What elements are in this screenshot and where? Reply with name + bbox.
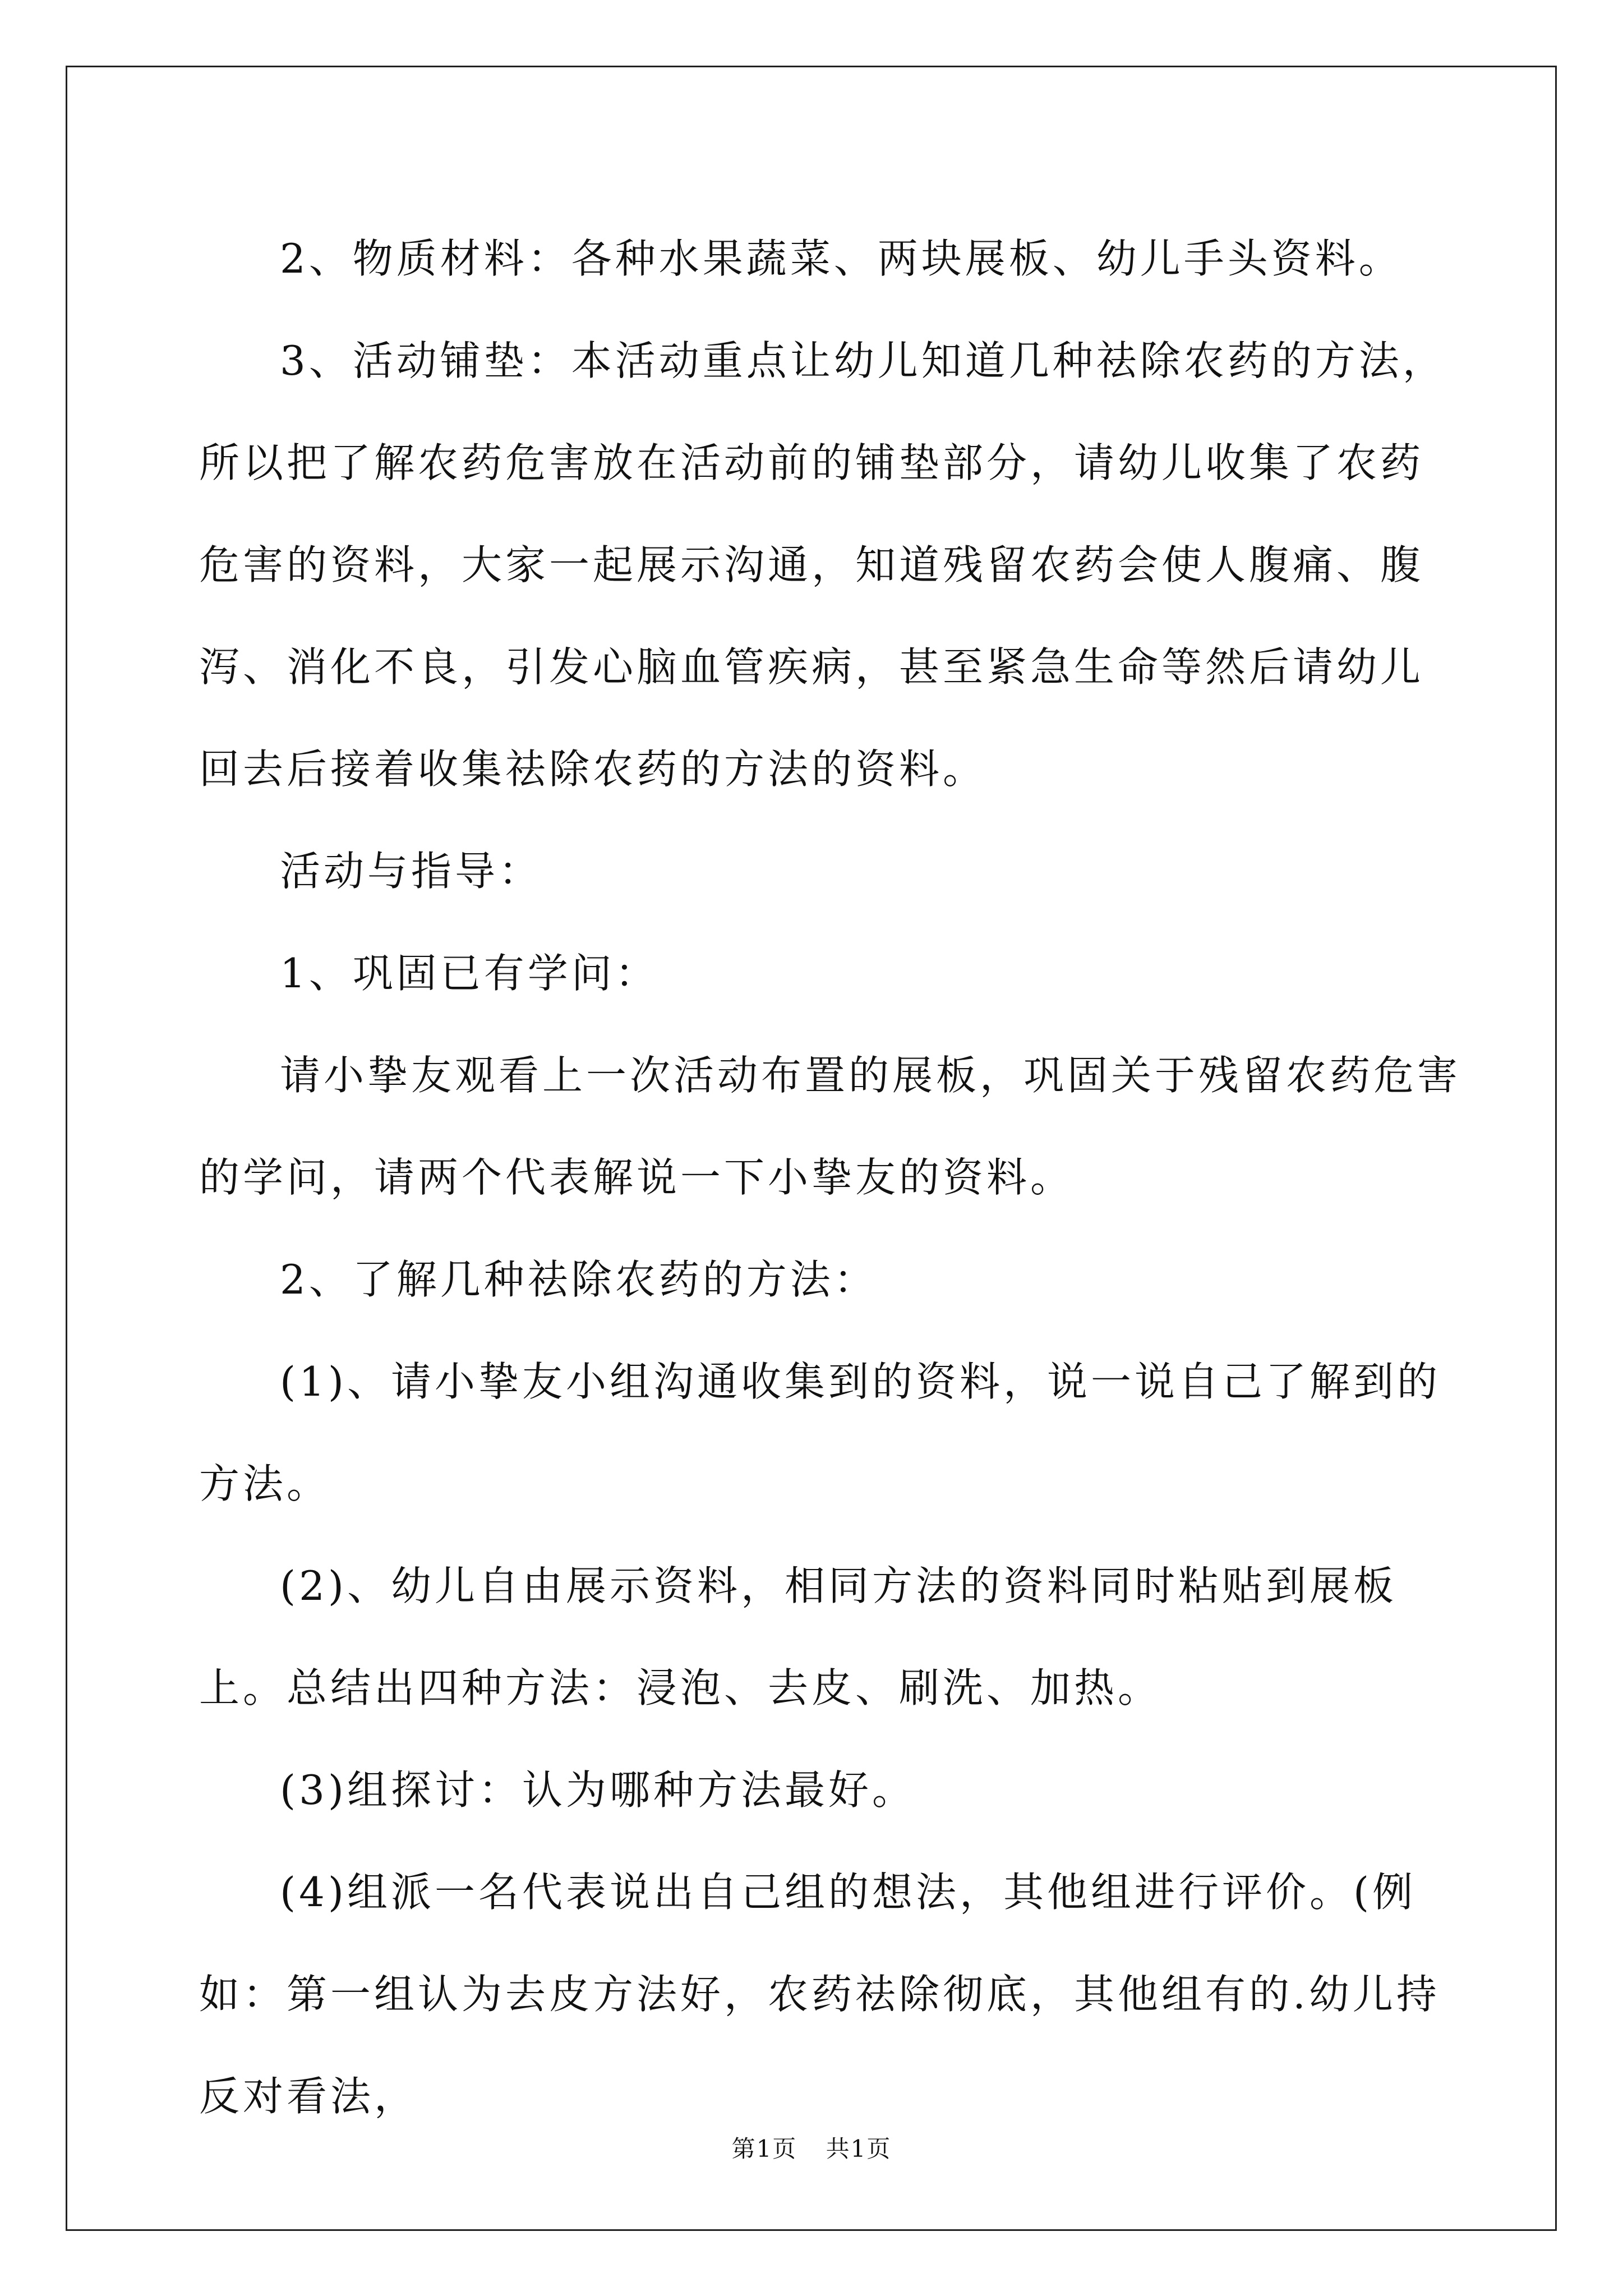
paragraph: 2、了解几种祛除农药的方法： [280,1256,878,1303]
paragraph: (1)、请小挚友小组沟通收集到的资料，说一说自己了解到的方法。 [199,1358,1441,1507]
paragraph: 2、物质材料：各种水果蔬菜、两块展板、幼儿手头资料。 [280,235,1403,282]
paragraph: (3)组探讨：认为哪种方法最好。 [280,1766,916,1814]
page-number: 第1页 [731,2135,797,2162]
page-footer [0,2131,1623,2164]
paragraph: 3、活动铺垫：本活动重点让幼儿知道几种祛除农药的方法，所以把了解农药危害放在活动前的铺垫部分，请幼儿收集了农药危害的资料，大家一起展示沟通，知道残留农药会使人腹痛、腹泻、消化不良，引发心脑血管疾病，甚至紧急生命等然后请幼儿回去后接着收集祛除农药的方法的资料。 [199,337,1446,793]
document-body [199,208,1461,2147]
paragraph: 请小挚友观看上一次活动布置的展板，巩固关于残留农药危害的学问，请两个代表解说一下小挚友的资料。 [199,1052,1461,1201]
paragraph: (2)、幼儿自由展示资料，相同方法的资料同时粘贴到展板上。总结出四种方法：浸泡、去皮、刷洗、加热。 [199,1562,1397,1711]
paragraph: 活动与指导： [280,848,543,895]
paragraph: 1、巩固已有学问： [280,950,659,997]
paragraph: (4)组派一名代表说出自己组的想法，其他组进行评价。(例如：第一组认为去皮方法好，农药祛除彻底，其他组有的.幼儿持反对看法， [199,1869,1440,2120]
page-total: 共1页 [826,2135,892,2162]
